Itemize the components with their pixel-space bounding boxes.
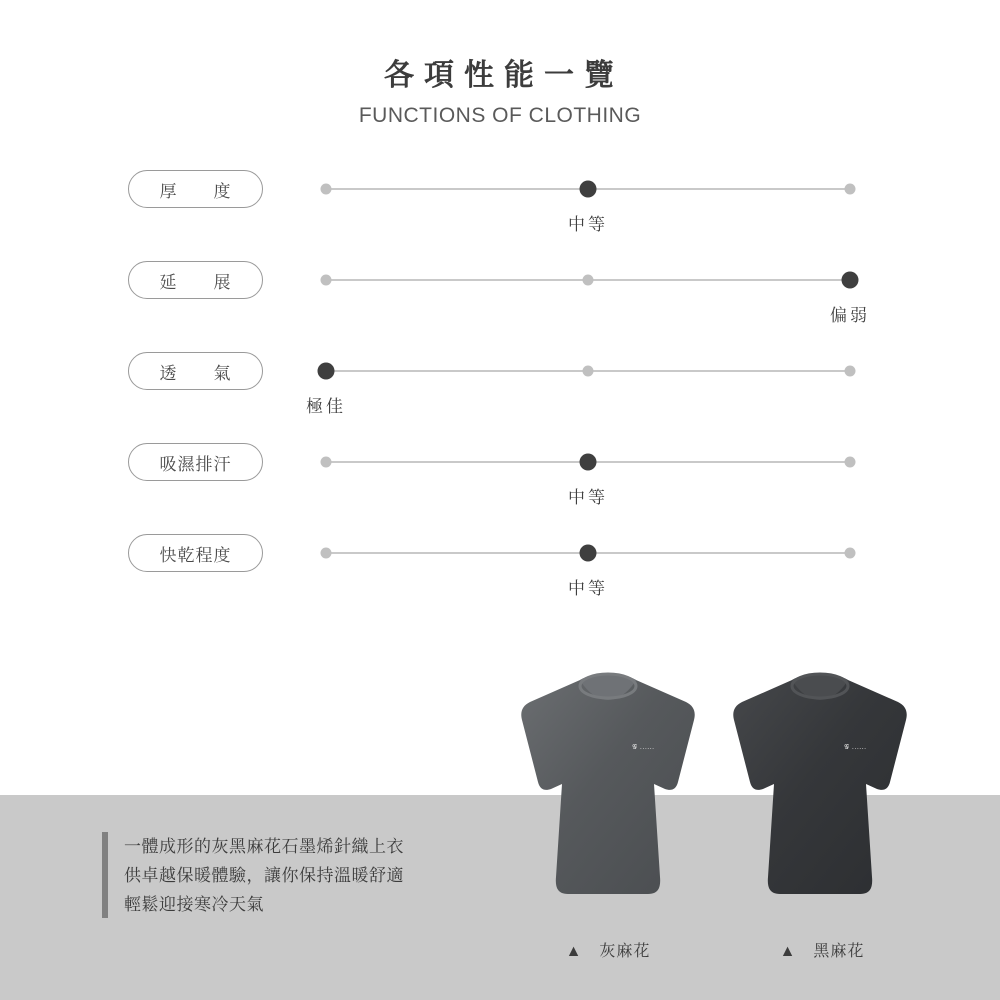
scale-label-text: 快乾程度 (159, 545, 232, 565)
scale-track-moisture-wicking[interactable] (326, 443, 850, 507)
scale-track-stretch[interactable] (326, 261, 870, 325)
scale-label-text: 厚 度 (159, 181, 232, 201)
track-dot-middle[interactable] (583, 366, 594, 377)
track-dot-end[interactable] (845, 548, 856, 559)
scale-label-stretch (128, 261, 263, 299)
track-dot-end[interactable] (845, 184, 856, 195)
scale-row-quick-dry (128, 534, 1000, 625)
scale-track-breathability[interactable] (306, 352, 850, 416)
description-accent-bar (102, 832, 108, 918)
scale-value-stretch: 偏弱 (830, 306, 870, 325)
page-header (0, 0, 1000, 128)
scale-label-quick-dry (128, 534, 263, 572)
description-line-1: 一體成形的灰黑麻花石墨烯針織上衣 (124, 837, 404, 856)
scale-label-thickness (128, 170, 263, 208)
track-dot-end-active[interactable] (842, 272, 859, 289)
scale-value-moisture-wicking: 中等 (568, 488, 608, 507)
scale-row-breathability (128, 352, 1000, 443)
product-image-grey-heather (508, 672, 708, 922)
scale-label-text: 透 氣 (159, 363, 232, 383)
scale-label-moisture-wicking (128, 443, 263, 481)
description-line-2: 供卓越保暖體驗，讓你保持溫暖舒適 (124, 866, 404, 885)
track-dot-end[interactable] (845, 366, 856, 377)
track-dot-start[interactable] (321, 184, 332, 195)
track-dot-end[interactable] (845, 457, 856, 468)
scale-label-breathability (128, 352, 263, 390)
scale-row-moisture-wicking (128, 443, 1000, 534)
description-text (124, 832, 404, 919)
scale-row-stretch (128, 261, 1000, 352)
track-dot-middle-active[interactable] (580, 454, 597, 471)
page-title: 各項性能一覽 (384, 59, 624, 92)
track-dot-start[interactable] (321, 457, 332, 468)
scale-label-text: 延 展 (159, 272, 232, 292)
description-line-3: 輕鬆迎接寒冷天氣 (124, 895, 264, 914)
description-block (102, 832, 404, 919)
product-caption-grey: ▲ 灰麻花 (565, 943, 651, 960)
scale-track-quick-dry[interactable] (326, 534, 850, 598)
product-image-black-heather (720, 672, 920, 922)
scale-row-thickness (128, 170, 1000, 261)
scale-label-text: 吸濕排汗 (159, 454, 232, 474)
track-dot-middle-active[interactable] (580, 545, 597, 562)
track-dot-middle[interactable] (583, 275, 594, 286)
performance-scale-list (0, 170, 1000, 625)
scale-track-thickness[interactable] (326, 170, 850, 234)
page-subtitle: FUNCTIONS OF CLOTHING (358, 104, 642, 127)
scale-value-quick-dry: 中等 (568, 579, 608, 598)
brand-logo-black: 𝒢 ...... (844, 744, 867, 751)
brand-logo-grey: 𝒢 ...... (632, 744, 655, 751)
track-dot-start[interactable] (321, 548, 332, 559)
scale-value-breathability: 極佳 (306, 397, 346, 416)
scale-value-thickness: 中等 (568, 215, 608, 234)
product-caption-black: ▲ 黑麻花 (779, 943, 865, 960)
track-dot-start[interactable] (321, 275, 332, 286)
track-dot-middle-active[interactable] (580, 181, 597, 198)
track-dot-start-active[interactable] (318, 363, 335, 380)
